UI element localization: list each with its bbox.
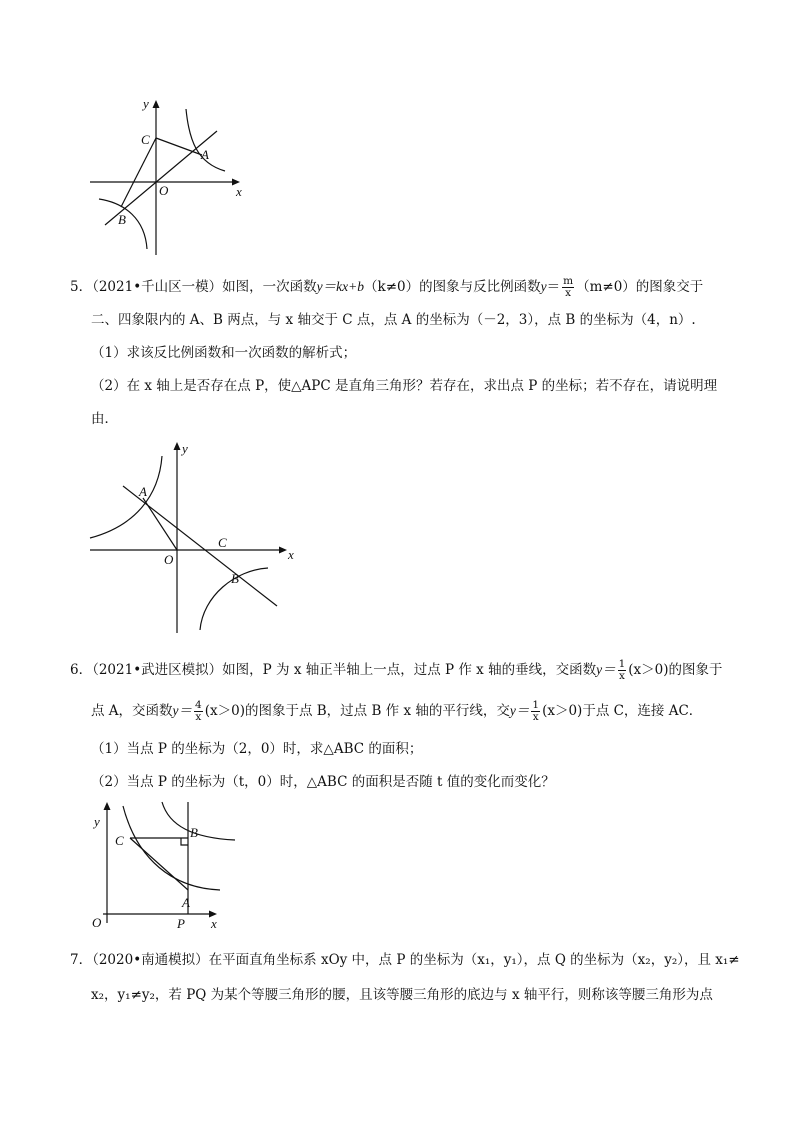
label-o: O [159, 183, 169, 198]
figure-problem-5 [85, 438, 305, 638]
label-c: C [218, 535, 227, 550]
label-y: y [182, 441, 188, 456]
problem-5-question-2: （2）在 x 轴上是否存在点 P，使△APC 是直角三角形？若存在，求出点 P 的坐标；若不存在，请说明理 [91, 378, 718, 394]
problem-6-line-2: 点 A，交函数y＝ $\frac{4}{x}$ (x＞0)的图象于点 B，过点 B 作 x 轴的平行线，交y＝ $\frac{1}{x}$ (x＞0)于点 C，连接 AC． [91, 699, 703, 723]
y-axis-arrow [104, 802, 111, 810]
fraction-4-over-x: $\frac{4}{x}$ [195, 699, 202, 723]
label-a: A [139, 484, 147, 499]
problem-5-question-1: （1）求该反比例函数和一次函数的解析式； [91, 345, 357, 361]
line-ab [123, 486, 277, 606]
problem-6-question-1: （1）当点 P 的坐标为（2，0）时，求△ABC 的面积； [91, 741, 423, 757]
fraction-1-over-x-second: $\frac{1}{x}$ [532, 699, 540, 723]
problem-6-line-1: 6．（2021•武进区模拟）如图，P 为 x 轴正半轴上一点，过点 P 作 x 轴的垂线，交函数y＝ $\frac{1}{x}$ (x＞0)的图象于 [70, 658, 723, 682]
problem-5-line-1: 5．（2021•千山区一模）如图，一次函数y＝kx+b（k≠0）的图象与反比例函数y＝ $\frac{m}{x}$ （m≠0）的图象交于 [70, 275, 704, 299]
label-y: y [143, 96, 149, 111]
problem-6-question-2: （2）当点 P 的坐标为（t，0）时，△ABC 的面积是否随 t 值的变化而变化？ [91, 774, 555, 790]
x-axis-arrow [279, 547, 287, 554]
y-axis-arrow [153, 100, 160, 108]
problem-7-line-1: 7．（2020•南通模拟）在平面直角坐标系 xOy 中，点 P 的坐标为（x₁，y₁），点 Q 的坐标为（x₂，y₂），且 x₁≠ [70, 952, 740, 968]
problem-5-question-2-cont: 由． [91, 411, 118, 427]
fraction-m-over-x: $\frac{m}{x}$ [563, 275, 574, 299]
label-b: B [231, 571, 239, 586]
label-o: O [92, 915, 102, 930]
label-c: C [115, 833, 124, 848]
label-x: x [288, 547, 294, 562]
label-b: B [190, 825, 198, 840]
figure-problem-4 [85, 95, 255, 260]
label-y: y [94, 814, 100, 829]
label-x: x [211, 916, 217, 931]
label-o: O [164, 552, 174, 567]
problem-7-line-2: x₂，y₁≠y₂，若 PQ 为某个等腰三角形的腰，且该等腰三角形的底边与 x 轴平行，则称该等腰三角形为点 [91, 987, 713, 1003]
fraction-1-over-x: $\frac{1}{x}$ [618, 658, 626, 682]
hyperbola-branch-2nd-quadrant [90, 456, 162, 538]
y-axis-arrow [174, 442, 181, 450]
label-c: C [141, 132, 150, 147]
curve-y-4-over-x [162, 802, 235, 840]
label-a: A [201, 147, 209, 162]
right-angle-mark [181, 838, 188, 845]
figure-problem-6 [85, 798, 245, 938]
label-b: B [118, 212, 126, 227]
label-x: x [236, 184, 242, 199]
line-ab [105, 131, 217, 225]
label-a: A [182, 895, 190, 910]
segment-ca [130, 838, 188, 890]
label-p: P [177, 916, 185, 931]
problem-5-line-2: 二、四象限内的 A、B 两点，与 x 轴交于 C 点，点 A 的坐标为（－2，3），点 B 的坐标为（4，n）. [91, 312, 696, 328]
